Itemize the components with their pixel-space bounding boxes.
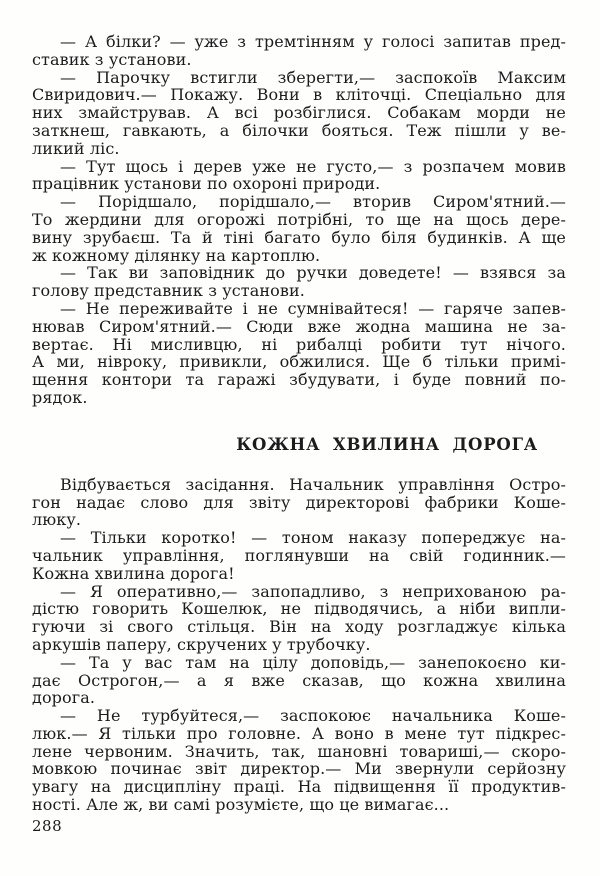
text-line: мовкою починає звіт директор.— Ми звернули серйозну: [32, 759, 566, 779]
paragraph: [32, 300, 566, 407]
text-line: — Я оперативно,— запопадливо, з неприхованою ра-: [60, 581, 566, 601]
text-column: [32, 33, 566, 814]
text-line: гон надає слово для звіту директорові фабрики Коше-: [32, 492, 566, 512]
story-section-1: [32, 33, 566, 407]
text-line: — Так ви заповідник до ручки доведете! — взявся за: [60, 263, 566, 283]
text-line: люку.: [32, 510, 82, 530]
paragraph: [32, 654, 566, 707]
text-line: дістю говорить Кошелюк, не підводячись, а ніби випли-: [32, 599, 566, 619]
text-line: ставик з установи.: [32, 49, 192, 69]
text-line: люк.— Я тільки про головне. А воно в мене тут підкрес-: [32, 723, 566, 743]
paragraph: [32, 529, 566, 582]
text-line: То жердини для огорожі потрібні, то ще на щось дере-: [32, 209, 566, 229]
text-line: лене червоним. Значить, так, шановні товариші,— скоро-: [32, 741, 566, 761]
text-line: — Не турбуйтеся,— заспокоює начальника Коше-: [60, 706, 566, 726]
text-line: — А білки? — уже з тремтінням у голосі запитав пред-: [60, 32, 566, 51]
text-line: — Та у вас там на цілу доповідь,— занепокоєно ки-: [60, 652, 566, 672]
text-line: увагу на дисципліну праці. На підвищення її продуктив-: [32, 777, 566, 797]
text-line: працівник установи по охороні природи.: [32, 174, 381, 194]
text-line: — Тільки коротко! — тоном наказу попереджує на-: [60, 528, 566, 548]
text-line: — Парочку встигли зберегти,— заспокоїв Максим: [60, 67, 566, 87]
text-line: А ми, нівроку, привикли, обжилися. Ще б тільки примі-: [32, 352, 566, 372]
paragraph: [32, 193, 566, 264]
text-line: голову представник з установи.: [32, 281, 305, 301]
paragraph: [32, 158, 566, 194]
text-line: нював Сиром'ятний.— Сюди вже жодна машина не за-: [32, 316, 566, 336]
text-line: чальник управління, поглянувши на свій годинник.—: [32, 545, 566, 565]
paragraph: [32, 264, 566, 300]
page-number: 288: [32, 817, 63, 835]
text-line: вину зрубаєш. Та й тіні багато було біля будинків. А ще: [32, 227, 566, 247]
text-line: ж кожному ділянку на картоплю.: [32, 245, 321, 265]
text-line: вертає. Ні мисливцю, ні рибалці робити тут нічого.: [32, 334, 566, 354]
paragraph: [32, 69, 566, 158]
paragraph: [32, 583, 566, 654]
text-line: — Не переживайте і не сумнівайтеся! — гаряче запев-: [60, 298, 566, 318]
text-line: Відбувається засідання. Начальник управління Остро-: [60, 474, 566, 494]
story-section-2: [32, 476, 566, 814]
paragraph: [32, 707, 566, 814]
text-line: Свиридович.— Покажу. Вони в кліточці. Спеціально для: [32, 85, 566, 105]
text-line: Кожна хвилина дорога!: [32, 563, 235, 583]
text-line: — Тут щось і дерев уже не густо,— з розпачем мовив: [60, 156, 566, 176]
text-line: рядок.: [32, 387, 88, 407]
text-line: дорога.: [32, 688, 96, 708]
text-line: — Порідшало, порідшало,— вторив Сиром'ятний.—: [60, 192, 566, 212]
text-line: щення контори та гаражі збудувати, і буде повний по-: [32, 370, 566, 390]
text-line: них змайстрував. А всі розбіглися. Собакам морди не: [32, 103, 566, 123]
text-line: ності. Але ж, ви самі розумієте, що це вимагає...: [32, 795, 450, 815]
text-line: ликий ліс.: [32, 138, 120, 158]
section-heading: КОЖНА ХВИЛИНА ДОРОГА: [236, 434, 538, 454]
text-line: заткнеш, гавкають, а білочки бояться. Теж пішли у ве-: [32, 120, 566, 140]
text-line: гуючи зі свого стільця. Він на ходу розгладжує кілька: [32, 617, 566, 637]
paragraph: [32, 476, 566, 529]
text-line: дає Острогон,— а я вже сказав, що кожна хвилина: [32, 670, 566, 690]
text-line: аркушів паперу, скручених у трубочку.: [32, 634, 371, 654]
paragraph: [32, 33, 566, 69]
